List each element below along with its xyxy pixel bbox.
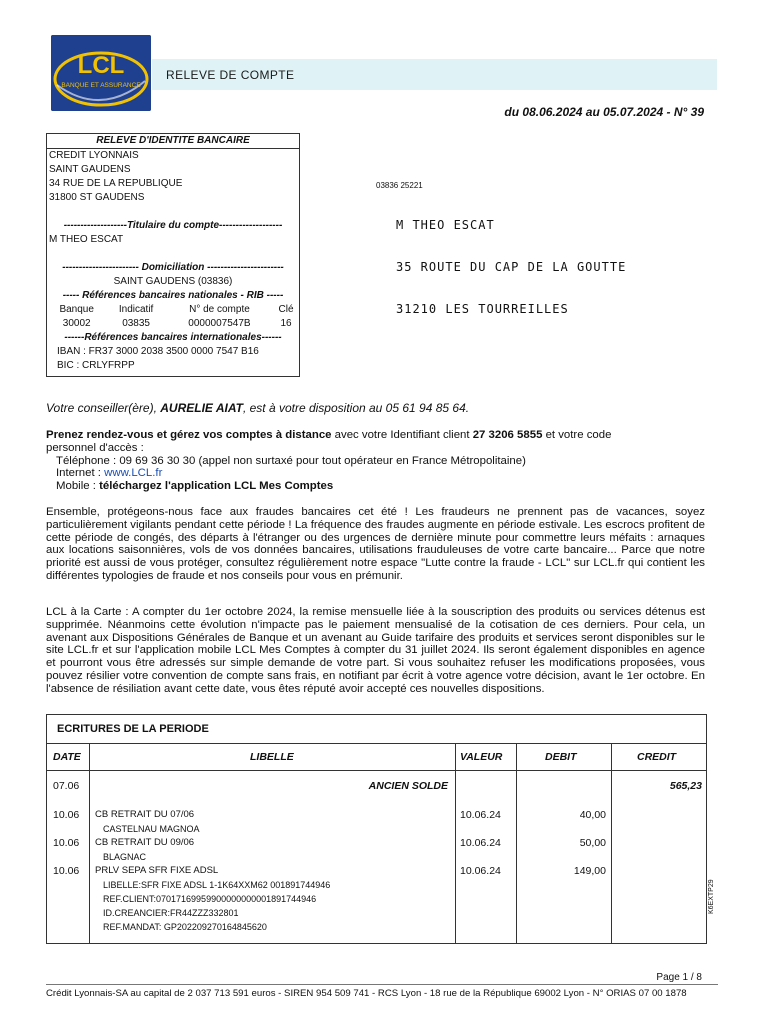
rib-value: 16	[280, 318, 292, 329]
doc-title: RELEVE DE COMPTE	[166, 68, 295, 82]
row-date: 10.06	[53, 865, 80, 877]
row-label: CB RETRAIT DU 07/06	[95, 809, 195, 820]
row-date: 10.06	[53, 809, 80, 821]
col-divider	[611, 744, 612, 943]
advisor-prefix: Votre conseiller(ère),	[46, 401, 161, 415]
rib-header: Clé	[278, 304, 294, 315]
address-line: M THEO ESCAT	[396, 218, 495, 232]
rib-table	[47, 303, 299, 331]
opening-label: ANCIEN SOLDE	[368, 780, 448, 792]
row-detail: ID.CREANCIER:FR44ZZZ332801	[103, 908, 239, 918]
mailing-ref: 03836 25221	[376, 181, 423, 190]
row-debit: 50,00	[579, 837, 606, 849]
row-detail: BLAGNAC	[103, 852, 147, 862]
col-valeur: VALEUR	[460, 751, 503, 763]
rib-title: RELEVE D'IDENTITE BANCAIRE	[47, 134, 299, 149]
remote-text: et votre code	[542, 429, 612, 441]
domiciliation-value: SAINT GAUDENS (03836)	[113, 276, 233, 287]
rib-value: 30002	[62, 318, 91, 329]
rib-header: Indicatif	[118, 304, 154, 315]
legal-footer: Crédit Lyonnais-SA au capital de 2 037 713 591 euros - SIREN 954 509 741 - RCS Lyon - 18 rue de la République 69002 Lyon - N° ORIAS 07 00 1878	[46, 988, 687, 999]
address-line: 35 ROUTE DU CAP DE LA GOUTTE	[396, 260, 627, 274]
holder-name: M THEO ESCAT	[49, 234, 124, 245]
logo-subtitle: BANQUE ET ASSURANCE	[61, 82, 141, 89]
client-id: 27 3206 5855	[472, 429, 543, 441]
header-band	[152, 59, 717, 90]
rib-box	[46, 133, 300, 377]
col-divider	[455, 744, 456, 943]
remote-text: avec votre Identifiant client	[331, 429, 473, 441]
row-debit: 40,00	[579, 809, 606, 821]
access-code-line: personnel d'accès :	[46, 441, 144, 454]
internet-line	[46, 467, 706, 480]
opening-credit: 565,23	[669, 780, 702, 792]
row-detail: CASTELNAU MAGNOA	[103, 824, 200, 834]
entries-header-row	[47, 744, 706, 771]
rib-header: Banque	[59, 304, 94, 315]
row-valeur: 10.06.24	[460, 865, 501, 877]
row-detail: REF.MANDAT: GP202209270164845620	[103, 922, 267, 932]
entries-title: ECRITURES DE LA PERIODE	[57, 723, 209, 735]
logo-text: LCL	[77, 52, 125, 79]
lcl-logo	[51, 35, 151, 111]
lcl-link[interactable]: www.LCL.fr	[104, 467, 163, 480]
row-detail: LIBELLE:SFR FIXE ADSL 1-1K64XXM62 001891744946	[103, 880, 331, 890]
rib-value: 0000007547B	[188, 318, 251, 329]
row-valeur: 10.06.24	[460, 809, 501, 821]
carte-notice: LCL à la Carte : A compter du 1er octobre 2024, la remise mensuelle liée à la souscription des produits ou services détenus est supprimée. Néanmoins cette évolution n'impacte pas le paiement mensualisé de la cotisation de ces derniers. Pour cela, un avenant aux Dispositions Générales de Banque et un avenant au Guide tarifaire des produits et services seront disponibles sur le site LCL.fr et sur l'application mobile LCL Mes Comptes à compter du 31 juillet 2024. Ils seront également disponibles en agence et pourront vous être adressés sur simple demande de votre part. Si vous souhaitez refuser les modifications proposées, vous pouvez résilier votre convention de compte sans frais, en notifiant par écrit à votre agence votre décision, avant le 1er octobre. En l'absence de résiliation avant cette date, vous êtes réputé avoir accepté ces nouvelles dispositions.	[46, 606, 705, 695]
col-date: DATE	[53, 751, 81, 763]
opening-date: 07.06	[53, 780, 80, 792]
recipient-address	[396, 190, 626, 330]
holder-label: -------------------Titulaire du compte-------------------	[63, 220, 283, 231]
col-divider	[89, 744, 90, 943]
mobile-label: Mobile :	[56, 480, 100, 493]
mobile-line	[46, 480, 706, 493]
col-libelle: LIBELLE	[250, 751, 294, 763]
advisor-suffix: , est à votre disposition au 05 61 94 85 64.	[242, 401, 470, 415]
row-label: PRLV SEPA SFR FIXE ADSL	[95, 865, 219, 876]
side-code: K6EXTP29	[708, 879, 715, 914]
entries-title-row	[47, 715, 706, 744]
col-debit: DEBIT	[545, 751, 577, 763]
rib-value: 03835	[122, 318, 150, 329]
bic: BIC : CRLYFRPP	[57, 360, 135, 371]
bank-line: 31800 ST GAUDENS	[49, 192, 145, 203]
row-label: CB RETRAIT DU 09/06	[95, 837, 195, 848]
remote-banking-block	[46, 429, 706, 493]
row-date: 10.06	[53, 837, 80, 849]
bank-line: CREDIT LYONNAIS	[49, 150, 139, 161]
page-number: Page 1 / 8	[656, 972, 702, 983]
col-divider	[516, 744, 517, 943]
fraud-notice: Ensemble, protégeons-nous face aux fraudes bancaires cet été ! Les fraudeurs ne prennent pas de vacances, soyez particulièrement vigilants pendant cette période ! La fréquence des fraudes augmente en période estivale. Les escrocs profitent de cette période de congés, des départs à l'étranger ou des urgences de dernière minute pour commettre leurs méfaits : arnaques aux locations saisonnières, vols de vos données bancaires, utilisations frauduleuses de votre carte bancaire... Parce que notre priorité est aussi de vous protéger, consultez régulièrement notre espace "Lutte contre la fraude - LCL" sur LCL.fr qui contient les différentes typologies de fraude et nos conseils pour vous en prémunir.	[46, 506, 705, 582]
domiciliation-label: ----------------------- Domiciliation -----------------------	[62, 262, 284, 273]
remote-lead: Prenez rendez-vous et gérez vos comptes à distance	[46, 429, 332, 441]
advisor-name: AURELIE AIAT	[160, 401, 243, 415]
iban: IBAN : FR37 3000 2038 3500 0000 7547 B16	[57, 346, 259, 357]
bank-line: 34 RUE DE LA REPUBLIQUE	[49, 178, 183, 189]
footer-divider	[46, 984, 718, 985]
national-refs-label: ----- Références bancaires nationales - RIB -----	[62, 290, 284, 301]
rib-header: N° de compte	[189, 304, 250, 315]
col-credit: CREDIT	[637, 751, 677, 763]
address-line: 31210 LES TOURREILLES	[396, 302, 569, 316]
row-debit: 149,00	[573, 865, 606, 877]
row-valeur: 10.06.24	[460, 837, 501, 849]
internet-label: Internet :	[56, 467, 105, 480]
row-detail: REF.CLIENT:07017169959900000000001891744946	[103, 894, 317, 904]
entries-table	[46, 714, 707, 944]
bank-line: SAINT GAUDENS	[49, 164, 131, 175]
advisor-line	[46, 402, 469, 415]
mobile-app: téléchargez l'application LCL Mes Comptes	[99, 480, 334, 493]
international-refs-label: ------Références bancaires internationales------	[64, 332, 282, 343]
statement-period: du 08.06.2024 au 05.07.2024 - N° 39	[504, 105, 704, 119]
phone-line: Téléphone : 09 69 36 30 30 (appel non surtaxé pour tout opérateur en France Métropolitaine)	[56, 454, 526, 467]
